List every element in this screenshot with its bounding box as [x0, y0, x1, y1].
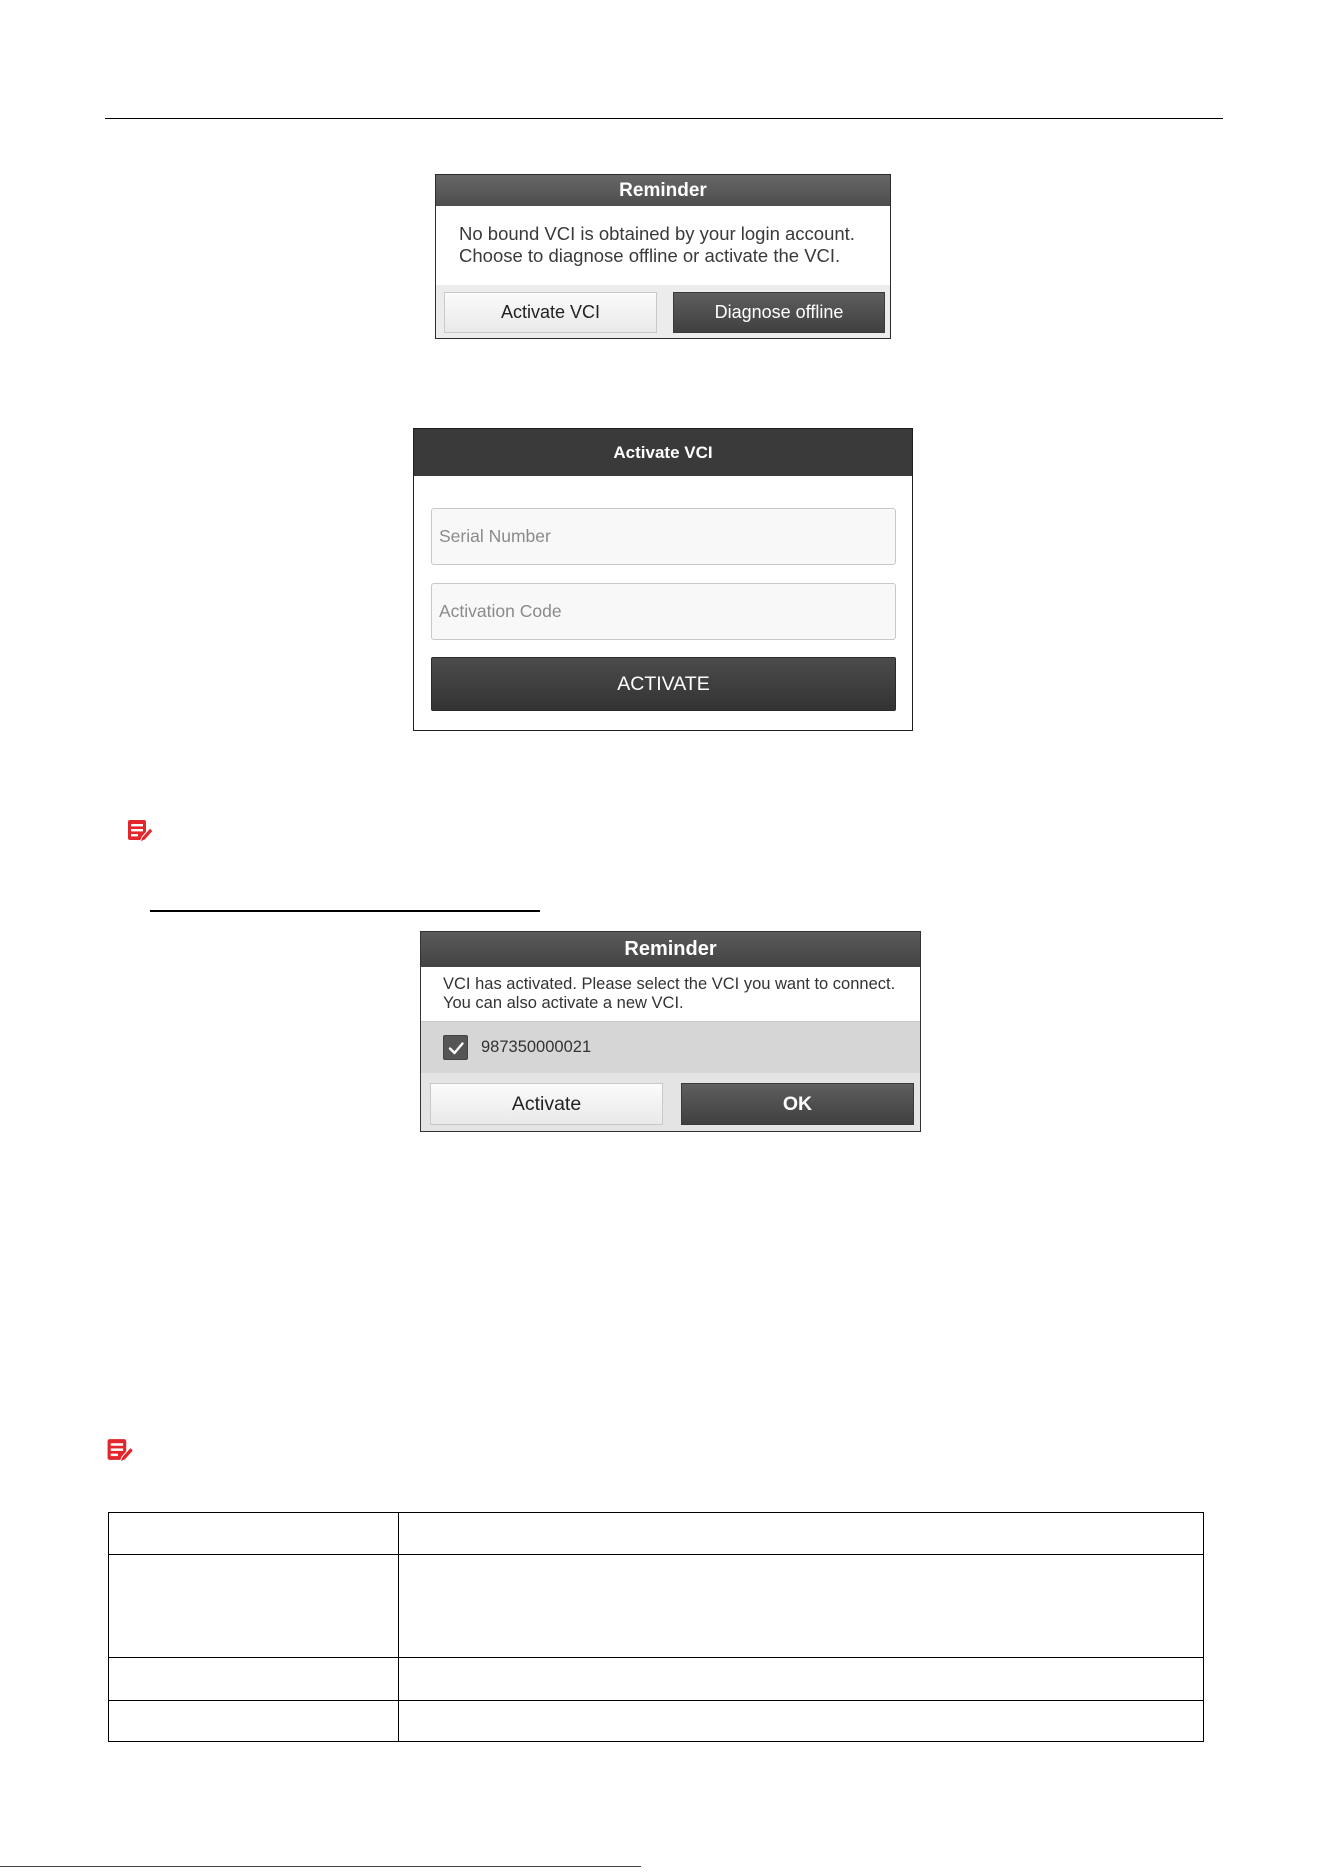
vci-checkbox[interactable] [443, 1035, 468, 1060]
ok-button[interactable]: OK [681, 1083, 914, 1125]
table-cell [399, 1513, 1204, 1555]
note-icon [105, 1436, 135, 1465]
activate-button[interactable]: Activate [430, 1083, 663, 1125]
table-cell [109, 1701, 399, 1742]
message-line: Choose to diagnose offline or activate the VCI. [459, 245, 841, 266]
dialog-title: Activate VCI [414, 429, 912, 476]
checkmark-icon [447, 1039, 465, 1057]
serial-number-input[interactable] [431, 508, 896, 565]
reminder-offline-dialog [435, 174, 891, 339]
dialog-message [459, 223, 855, 267]
table-cell [399, 1701, 1204, 1742]
underline-rule [150, 910, 540, 912]
table-cell [109, 1513, 399, 1555]
dialog-title: Reminder [421, 932, 920, 967]
note-icon [126, 817, 154, 845]
table-row [109, 1658, 1204, 1701]
table-cell [399, 1555, 1204, 1658]
diagnose-offline-button[interactable]: Diagnose offline [673, 292, 885, 333]
table-cell [109, 1555, 399, 1658]
table-cell [109, 1658, 399, 1701]
message-line: No bound VCI is obtained by your login account. [459, 223, 855, 244]
activation-code-input[interactable] [431, 583, 896, 640]
message-line: You can also activate a new VCI. [443, 994, 684, 1012]
activate-vci-dialog [413, 428, 913, 731]
activate-vci-button[interactable]: Activate VCI [444, 292, 657, 333]
dialog-title: Reminder [436, 175, 890, 206]
header-rule [105, 118, 1223, 119]
reminder-select-vci-dialog [420, 931, 921, 1132]
activate-button[interactable]: ACTIVATE [431, 657, 896, 711]
footer-rule [0, 1866, 641, 1867]
table-row [109, 1513, 1204, 1555]
vci-serial-number: 987350000021 [481, 1038, 592, 1056]
dialog-message [443, 975, 895, 1013]
info-table [108, 1512, 1204, 1742]
message-line: VCI has activated. Please select the VCI you want to connect. [443, 975, 896, 993]
table-cell [399, 1658, 1204, 1701]
table-row [109, 1701, 1204, 1742]
table-row [109, 1555, 1204, 1658]
vci-list-item[interactable] [421, 1022, 920, 1073]
note-icon-graphic [105, 1436, 135, 1465]
note-icon-graphic [126, 817, 154, 845]
